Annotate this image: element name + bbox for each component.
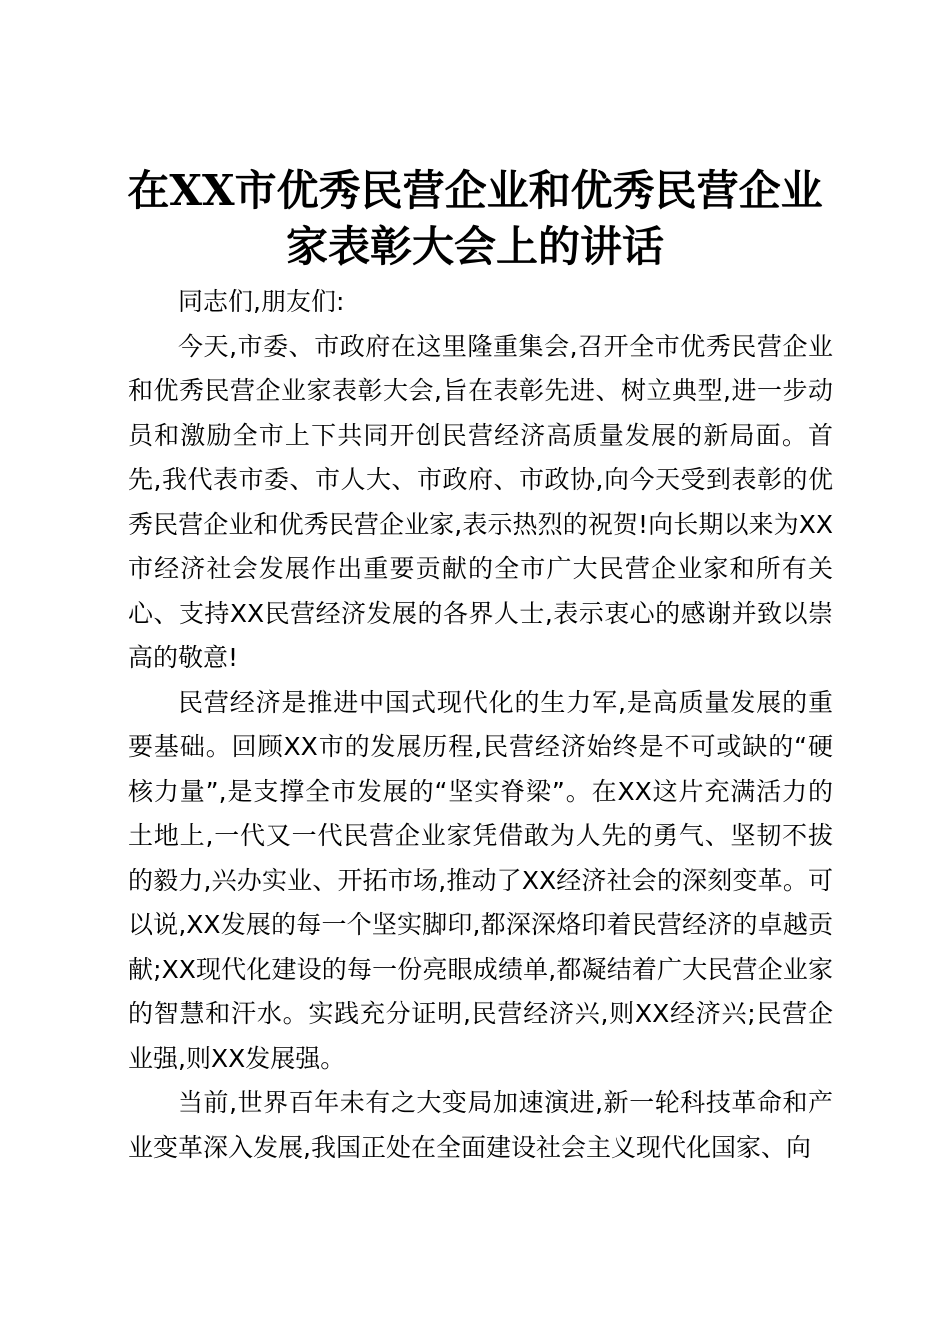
paragraph-current-situation: 当前,世界百年未有之大变局加速演进,新一轮科技革命和产业变革深入发展,我国正处在全面建设社会主义现代化国家、向	[128, 1088, 833, 1162]
salutation: 同志们,朋友们:	[178, 287, 345, 316]
paragraph-private-economy: 民营经济是推进中国式现代化的生力军,是高质量发展的重要基础。回顾XX市的发展历程,民营经济始终是不可或缺的“硬核力量”,是支撑全市发展的“坚实脊梁”。在XX这片充满活力的土地上,一代又一代民营企业家凭借敢为人先的勇气、坚韧不拔的毅力,兴办实业、开拓市场,推动了XX经济社会的深刻变革。可以说,XX发展的每一个坚实脚印,都深深烙印着民营经济的卓越贡献;XX现代化建设的每一份亮眼成绩单,都凝结着广大民营企业家的智慧和汗水。实践充分证明,民营经济兴,则XX经济兴;民营企业强,则XX发展强。	[128, 687, 833, 1073]
document-title: 在XX市优秀民营企业和优秀民营企业家表彰大会上的讲话	[127, 166, 823, 271]
paragraph-opening: 今天,市委、市政府在这里隆重集会,召开全市优秀民营企业和优秀民营企业家表彰大会,旨在表彰先进、树立典型,进一步动员和激励全市上下共同开创民营经济高质量发展的新局面。首先,我代表市委、市人大、市政府、市政协,向今天受到表彰的优秀民营企业和优秀民营企业家,表示热烈的祝贺!向长期以来为XX市经济社会发展作出重要贡献的全市广大民营企业家和所有关心、支持XX民营经济发展的各界人士,表示衷心的感谢并致以崇高的敬意!	[128, 331, 833, 672]
document-body	[128, 280, 833, 1170]
